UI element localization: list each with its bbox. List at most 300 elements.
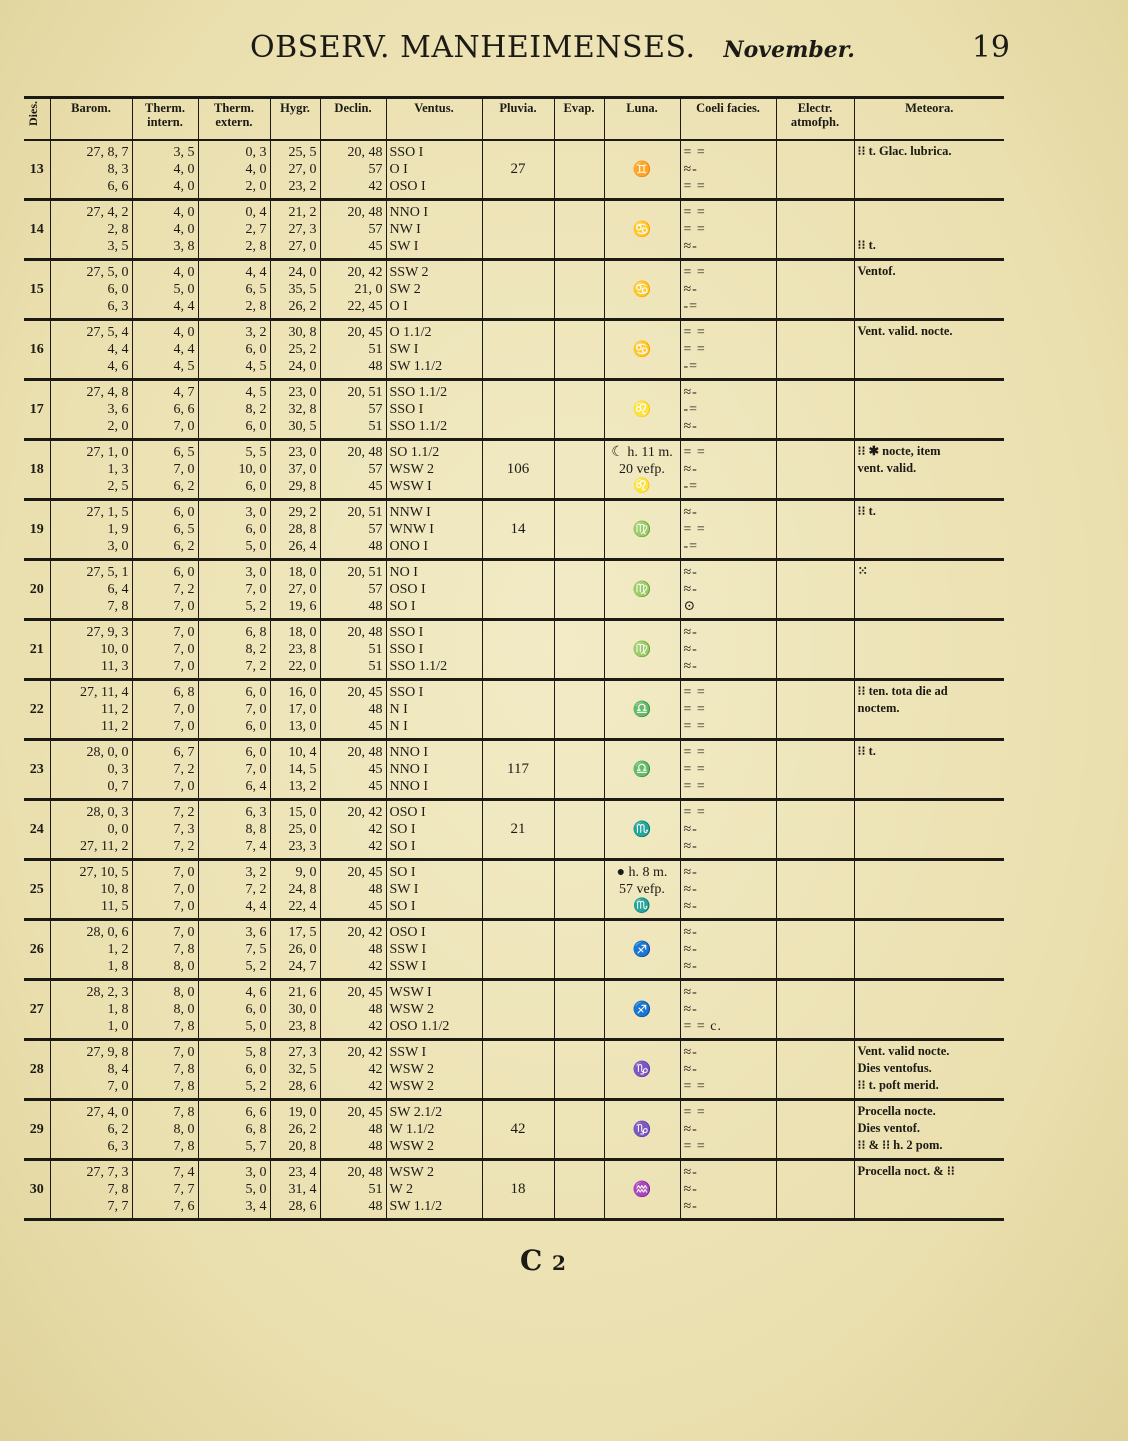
declin-cell-value: 20, 51	[347, 385, 383, 400]
col-ventus: Ventus.	[386, 98, 482, 141]
therm-intern-cell	[132, 1040, 198, 1100]
therm-extern-cell-value: 6, 3	[245, 805, 267, 820]
declin-cell-value: 51	[368, 659, 383, 674]
hygr-cell-value: 23, 0	[288, 445, 317, 460]
therm-intern-cell-value: 6, 7	[173, 745, 195, 760]
ventus-cell-value: SSW 2	[389, 265, 429, 280]
ventus-cell-value: W 1.1/2	[389, 1122, 435, 1137]
coeli-cell-value: ≈-	[683, 925, 698, 940]
electr-cell	[776, 1100, 854, 1160]
hygr-cell-value: 32, 5	[288, 1062, 317, 1077]
barom-cell	[50, 980, 132, 1040]
meteora-note: ⁝⁝ t. Glac. lubrica.	[857, 144, 952, 158]
coeli-cell-value: ≈-	[683, 505, 698, 520]
coeli-cell-value: = =	[683, 1105, 706, 1120]
therm-intern-cell-value: 4, 5	[173, 359, 195, 374]
hygr-cell-value: 30, 8	[288, 325, 317, 340]
meteora-cell	[854, 200, 1004, 260]
coeli-cell-value: ≈-	[683, 839, 698, 854]
barom-cell-value: 8, 4	[107, 1062, 129, 1077]
therm-extern-cell-value: 5, 8	[245, 1045, 267, 1060]
coeli-cell	[680, 320, 776, 380]
hygr-cell-value: 26, 2	[288, 299, 317, 314]
declin-cell-value: 42	[368, 1019, 383, 1034]
electr-cell	[776, 380, 854, 440]
barom-cell	[50, 1160, 132, 1220]
coeli-cell-value: ≈-	[683, 899, 698, 914]
meteora-note	[858, 220, 1002, 237]
therm-extern-cell-value: 5, 2	[245, 959, 267, 974]
luna-cell: ♍	[604, 620, 680, 680]
hygr-cell	[270, 500, 320, 560]
table-row	[24, 320, 1004, 380]
hygr-cell-value: 26, 0	[288, 942, 317, 957]
declin-cell-value: 48	[368, 359, 383, 374]
therm-extern-cell-value: 5, 7	[245, 1139, 267, 1154]
hygr-cell-value: 30, 0	[288, 1002, 317, 1017]
day-cell: 18	[24, 440, 50, 500]
therm-intern-cell-value: 7, 2	[173, 805, 195, 820]
barom-cell-value: 1, 3	[107, 462, 129, 477]
coeli-cell-value: = =	[683, 179, 706, 194]
ventus-cell	[386, 980, 482, 1040]
table-row	[24, 440, 1004, 500]
hygr-cell	[270, 740, 320, 800]
barom-cell-value: 27, 9, 3	[86, 625, 129, 640]
coeli-cell-value: = =	[683, 685, 706, 700]
therm-extern-cell-value: 6, 0	[245, 1062, 267, 1077]
declin-cell-value: 48	[368, 942, 383, 957]
hygr-cell-value: 21, 2	[288, 205, 317, 220]
pluvia-cell: 117	[482, 740, 554, 800]
ventus-cell-value: NNO I	[389, 205, 428, 220]
meteora-cell	[854, 560, 1004, 620]
declin-cell-value: 20, 45	[347, 1105, 383, 1120]
coeli-cell-value: -=	[683, 479, 699, 494]
ventus-cell-value: NW I	[389, 222, 421, 237]
meteora-note: ⁝⁝ ten. tota die ad	[857, 684, 948, 698]
declin-cell-value: 20, 42	[347, 265, 383, 280]
coeli-cell-value: ≈-	[683, 1002, 698, 1017]
evap-cell	[554, 620, 604, 680]
luna-cell: ♌	[604, 380, 680, 440]
luna-cell: ♋	[604, 260, 680, 320]
therm-intern-cell	[132, 560, 198, 620]
col-therm-intern: Therm. intern.	[132, 98, 198, 141]
therm-intern-cell	[132, 860, 198, 920]
hygr-cell-value: 35, 5	[288, 282, 317, 297]
coeli-cell-value: = =	[683, 1079, 706, 1094]
day-cell: 26	[24, 920, 50, 980]
ventus-cell	[386, 440, 482, 500]
pluvia-cell: 21	[482, 800, 554, 860]
therm-extern-cell-value: 4, 6	[245, 985, 267, 1000]
meteora-note: ⁙	[857, 564, 868, 578]
hygr-cell-value: 23, 4	[288, 1165, 317, 1180]
hygr-cell	[270, 320, 320, 380]
therm-intern-cell-value: 6, 2	[173, 479, 195, 494]
table-row	[24, 1040, 1004, 1100]
pluvia-cell	[482, 680, 554, 740]
declin-cell	[320, 260, 386, 320]
coeli-cell-value: ≈-	[683, 162, 698, 177]
therm-intern-cell	[132, 1100, 198, 1160]
declin-cell	[320, 320, 386, 380]
ventus-cell-value: SSO I	[389, 625, 424, 640]
therm-intern-cell-value: 7, 8	[173, 1139, 195, 1154]
coeli-cell-value: ≈-	[683, 419, 698, 434]
therm-extern-cell-value: 2, 8	[245, 299, 267, 314]
hygr-cell-value: 30, 5	[288, 419, 317, 434]
table-row	[24, 620, 1004, 680]
luna-cell-value: ☾ h. 11 m.	[611, 445, 673, 460]
declin-cell	[320, 740, 386, 800]
therm-extern-cell	[198, 920, 270, 980]
therm-intern-cell-value: 4, 0	[173, 265, 195, 280]
therm-intern-cell-value: 4, 0	[173, 179, 195, 194]
declin-cell-value: 20, 48	[347, 1165, 383, 1180]
barom-cell-value: 3, 5	[107, 239, 129, 254]
evap-cell	[554, 440, 604, 500]
therm-extern-cell-value: 6, 4	[245, 779, 267, 794]
hygr-cell-value: 28, 6	[288, 1079, 317, 1094]
evap-cell	[554, 800, 604, 860]
barom-cell-value: 6, 0	[107, 282, 129, 297]
meteora-cell	[854, 800, 1004, 860]
coeli-cell	[680, 260, 776, 320]
declin-cell	[320, 680, 386, 740]
declin-cell-value: 45	[368, 779, 383, 794]
luna-cell: ♋	[604, 320, 680, 380]
barom-cell-value: 0, 3	[107, 762, 129, 777]
therm-intern-cell-value: 8, 0	[173, 1002, 195, 1017]
therm-extern-cell-value: 10, 0	[238, 462, 267, 477]
hygr-cell-value: 27, 0	[288, 239, 317, 254]
therm-extern-cell-value: 3, 0	[245, 505, 267, 520]
hygr-cell-value: 24, 0	[288, 359, 317, 374]
therm-extern-cell-value: 6, 5	[245, 282, 267, 297]
coeli-cell-value: ≈-	[683, 239, 698, 254]
declin-cell-value: 20, 51	[347, 565, 383, 580]
ventus-cell-value: SW 2.1/2	[389, 1105, 443, 1120]
day-cell: 27	[24, 980, 50, 1040]
meteora-note: Ventof.	[857, 264, 896, 278]
ventus-cell-value: SSO 1.1/2	[389, 385, 448, 400]
therm-intern-cell	[132, 260, 198, 320]
therm-intern-cell-value: 7, 0	[173, 659, 195, 674]
therm-intern-cell	[132, 620, 198, 680]
declin-cell	[320, 500, 386, 560]
day-cell: 14	[24, 200, 50, 260]
hygr-cell-value: 21, 6	[288, 985, 317, 1000]
therm-intern-cell-value: 6, 0	[173, 565, 195, 580]
declin-cell-value: 20, 45	[347, 685, 383, 700]
barom-cell-value: 3, 0	[107, 539, 129, 554]
hygr-cell-value: 23, 3	[288, 839, 317, 854]
therm-extern-cell-value: 6, 0	[245, 419, 267, 434]
evap-cell	[554, 320, 604, 380]
ventus-cell-value: NNO I	[389, 779, 428, 794]
declin-cell-value: 20, 45	[347, 865, 383, 880]
barom-cell-value: 10, 0	[100, 642, 129, 657]
coeli-cell-value: ≈-	[683, 282, 698, 297]
day-cell: 22	[24, 680, 50, 740]
col-declin: Declin.	[320, 98, 386, 141]
therm-extern-cell-value: 6, 0	[245, 685, 267, 700]
coeli-cell-value: ≈-	[683, 1045, 698, 1060]
month-label: November.	[723, 37, 855, 63]
barom-cell-value: 4, 6	[107, 359, 129, 374]
electr-cell	[776, 920, 854, 980]
pluvia-cell: 42	[482, 1100, 554, 1160]
evap-cell	[554, 140, 604, 200]
coeli-cell-value: ≈-	[683, 565, 698, 580]
meteora-cell	[854, 1100, 1004, 1160]
declin-cell-value: 42	[368, 1079, 383, 1094]
barom-cell	[50, 860, 132, 920]
barom-cell-value: 4, 4	[107, 342, 129, 357]
evap-cell	[554, 740, 604, 800]
therm-intern-cell	[132, 980, 198, 1040]
therm-intern-cell-value: 8, 0	[173, 985, 195, 1000]
pluvia-cell	[482, 980, 554, 1040]
therm-extern-cell	[198, 140, 270, 200]
ventus-cell-value: N I	[389, 702, 408, 717]
electr-cell	[776, 140, 854, 200]
ventus-cell-value: WSW 2	[389, 1165, 434, 1180]
therm-extern-cell-value: 3, 4	[245, 1199, 267, 1214]
barom-cell-value: 27, 1, 5	[86, 505, 129, 520]
therm-extern-cell-value: 5, 0	[245, 1182, 267, 1197]
ventus-cell-value: SO I	[389, 839, 416, 854]
ventus-cell-value: O I	[389, 162, 408, 177]
therm-extern-cell-value: 6, 0	[245, 745, 267, 760]
electr-cell	[776, 1160, 854, 1220]
ventus-cell-value: WSW 2	[389, 1002, 434, 1017]
declin-cell-value: 20, 45	[347, 985, 383, 1000]
ventus-cell	[386, 200, 482, 260]
ventus-cell	[386, 740, 482, 800]
declin-cell-value: 57	[368, 402, 383, 417]
declin-cell-value: 57	[368, 582, 383, 597]
observation-table	[24, 96, 1004, 1221]
therm-intern-cell	[132, 500, 198, 560]
coeli-cell-value: = =	[683, 779, 706, 794]
declin-cell	[320, 140, 386, 200]
declin-cell-value: 20, 45	[347, 325, 383, 340]
meteora-cell	[854, 440, 1004, 500]
pluvia-cell	[482, 260, 554, 320]
table-row	[24, 1160, 1004, 1220]
ventus-cell-value: SW 1.1/2	[389, 359, 443, 374]
therm-extern-cell	[198, 740, 270, 800]
table-row	[24, 1100, 1004, 1160]
declin-cell	[320, 1160, 386, 1220]
meteora-note: ⁝⁝ t.	[857, 238, 876, 252]
barom-cell-value: 1, 8	[107, 1002, 129, 1017]
therm-extern-cell	[198, 500, 270, 560]
declin-cell	[320, 920, 386, 980]
evap-cell	[554, 500, 604, 560]
table-row	[24, 260, 1004, 320]
luna-cell: ♏	[604, 800, 680, 860]
hygr-cell-value: 23, 0	[288, 385, 317, 400]
barom-cell-value: 2, 8	[107, 222, 129, 237]
coeli-cell-value: ≈-	[683, 959, 698, 974]
therm-intern-cell	[132, 440, 198, 500]
page-header	[250, 30, 1010, 74]
day-cell: 17	[24, 380, 50, 440]
coeli-cell-value: ≈-	[683, 985, 698, 1000]
ventus-cell-value: WNW I	[389, 522, 434, 537]
hygr-cell-value: 24, 8	[288, 882, 317, 897]
coeli-cell	[680, 560, 776, 620]
therm-intern-cell-value: 7, 0	[173, 779, 195, 794]
ventus-cell	[386, 1040, 482, 1100]
barom-cell-value: 27, 7, 3	[86, 1165, 129, 1180]
ventus-cell-value: O I	[389, 299, 408, 314]
therm-intern-cell-value: 7, 8	[173, 1079, 195, 1094]
barom-cell	[50, 920, 132, 980]
therm-extern-cell-value: 0, 4	[245, 205, 267, 220]
coeli-cell-value: ≈-	[683, 582, 698, 597]
ventus-cell-value: SW 1.1/2	[389, 1199, 443, 1214]
therm-extern-cell-value: 5, 0	[245, 539, 267, 554]
evap-cell	[554, 260, 604, 320]
therm-intern-cell-value: 7, 0	[173, 865, 195, 880]
luna-cell-value: 57 vefp.	[619, 882, 665, 897]
ventus-cell-value: OSO I	[389, 805, 426, 820]
declin-cell-value: 20, 51	[347, 505, 383, 520]
ventus-cell	[386, 320, 482, 380]
coeli-cell-value: = =	[683, 145, 706, 160]
table-row	[24, 500, 1004, 560]
therm-extern-cell-value: 8, 2	[245, 642, 267, 657]
declin-cell-value: 20, 48	[347, 145, 383, 160]
therm-intern-cell-value: 6, 8	[173, 685, 195, 700]
hygr-cell-value: 27, 0	[288, 582, 317, 597]
day-cell: 23	[24, 740, 50, 800]
therm-extern-cell-value: 4, 4	[245, 899, 267, 914]
declin-cell-value: 51	[368, 419, 383, 434]
luna-cell-value: ♌	[633, 479, 651, 494]
hygr-cell-value: 22, 0	[288, 659, 317, 674]
hygr-cell	[270, 680, 320, 740]
therm-intern-cell	[132, 140, 198, 200]
therm-extern-cell-value: 8, 2	[245, 402, 267, 417]
coeli-cell-value: = =	[683, 325, 706, 340]
coeli-cell-value: = =	[683, 342, 706, 357]
hygr-cell	[270, 1040, 320, 1100]
col-luna: Luna.	[604, 98, 680, 141]
therm-extern-cell-value: 6, 0	[245, 479, 267, 494]
luna-cell	[604, 440, 680, 500]
therm-extern-cell	[198, 620, 270, 680]
hygr-cell-value: 13, 2	[288, 779, 317, 794]
ventus-cell-value: OSO I	[389, 925, 426, 940]
meteora-cell	[854, 920, 1004, 980]
electr-cell	[776, 860, 854, 920]
ventus-cell-value: O 1.1/2	[389, 325, 432, 340]
coeli-cell	[680, 860, 776, 920]
coeli-cell-value: ≈-	[683, 462, 698, 477]
coeli-cell-value: -=	[683, 402, 699, 417]
electr-cell	[776, 260, 854, 320]
hygr-cell	[270, 920, 320, 980]
meteora-cell	[854, 980, 1004, 1040]
ventus-cell-value: WSW 2	[389, 1079, 434, 1094]
coeli-cell-value: ≈-	[683, 942, 698, 957]
therm-extern-cell-value: 2, 8	[245, 239, 267, 254]
therm-intern-cell-value: 3, 8	[173, 239, 195, 254]
barom-cell-value: 27, 1, 0	[86, 445, 129, 460]
meteora-note: Procella noct. & ⁝⁝	[857, 1164, 955, 1178]
col-therm-extern: Therm. extern.	[198, 98, 270, 141]
therm-extern-cell-value: 6, 0	[245, 522, 267, 537]
therm-intern-cell-value: 7, 8	[173, 942, 195, 957]
hygr-cell	[270, 800, 320, 860]
therm-extern-cell-value: 5, 2	[245, 1079, 267, 1094]
therm-intern-cell-value: 7, 0	[173, 882, 195, 897]
therm-extern-cell-value: 8, 8	[245, 822, 267, 837]
therm-intern-cell-value: 7, 2	[173, 762, 195, 777]
therm-extern-cell-value: 2, 7	[245, 222, 267, 237]
ventus-cell	[386, 500, 482, 560]
therm-intern-cell-value: 7, 0	[173, 642, 195, 657]
coeli-cell-value: ≈-	[683, 1182, 698, 1197]
declin-cell-value: 20, 48	[347, 625, 383, 640]
therm-intern-cell-value: 7, 0	[173, 925, 195, 940]
meteora-cell	[854, 140, 1004, 200]
barom-cell	[50, 560, 132, 620]
pluvia-cell	[482, 920, 554, 980]
hygr-cell-value: 28, 6	[288, 1199, 317, 1214]
ventus-cell-value: OSO I	[389, 179, 426, 194]
ventus-cell-value: SSO I	[389, 402, 424, 417]
barom-cell-value: 8, 3	[107, 162, 129, 177]
declin-cell	[320, 860, 386, 920]
meteora-cell	[854, 500, 1004, 560]
ventus-cell	[386, 1100, 482, 1160]
barom-cell-value: 27, 5, 1	[86, 565, 129, 580]
hygr-cell	[270, 140, 320, 200]
ventus-cell-value: SSO 1.1/2	[389, 419, 448, 434]
evap-cell	[554, 920, 604, 980]
therm-intern-cell-value: 7, 0	[173, 419, 195, 434]
table-row	[24, 560, 1004, 620]
coeli-cell	[680, 620, 776, 680]
hygr-cell-value: 23, 8	[288, 642, 317, 657]
barom-cell-value: 6, 4	[107, 582, 129, 597]
electr-cell	[776, 740, 854, 800]
hygr-cell-value: 23, 8	[288, 1019, 317, 1034]
ventus-cell-value: SSW I	[389, 959, 427, 974]
electr-cell	[776, 800, 854, 860]
pluvia-cell	[482, 560, 554, 620]
coeli-cell-value: ⊙	[683, 599, 697, 614]
ventus-cell-value: SW I	[389, 239, 419, 254]
hygr-cell	[270, 1160, 320, 1220]
declin-cell-value: 45	[368, 762, 383, 777]
therm-extern-cell	[198, 260, 270, 320]
pluvia-cell	[482, 1040, 554, 1100]
meteora-note: Dies ventof.	[857, 1121, 920, 1135]
coeli-cell-value: = =	[683, 1139, 706, 1154]
therm-extern-cell	[198, 320, 270, 380]
hygr-cell-value: 27, 3	[288, 222, 317, 237]
therm-extern-cell-value: 7, 5	[245, 942, 267, 957]
barom-cell-value: 28, 2, 3	[86, 985, 129, 1000]
